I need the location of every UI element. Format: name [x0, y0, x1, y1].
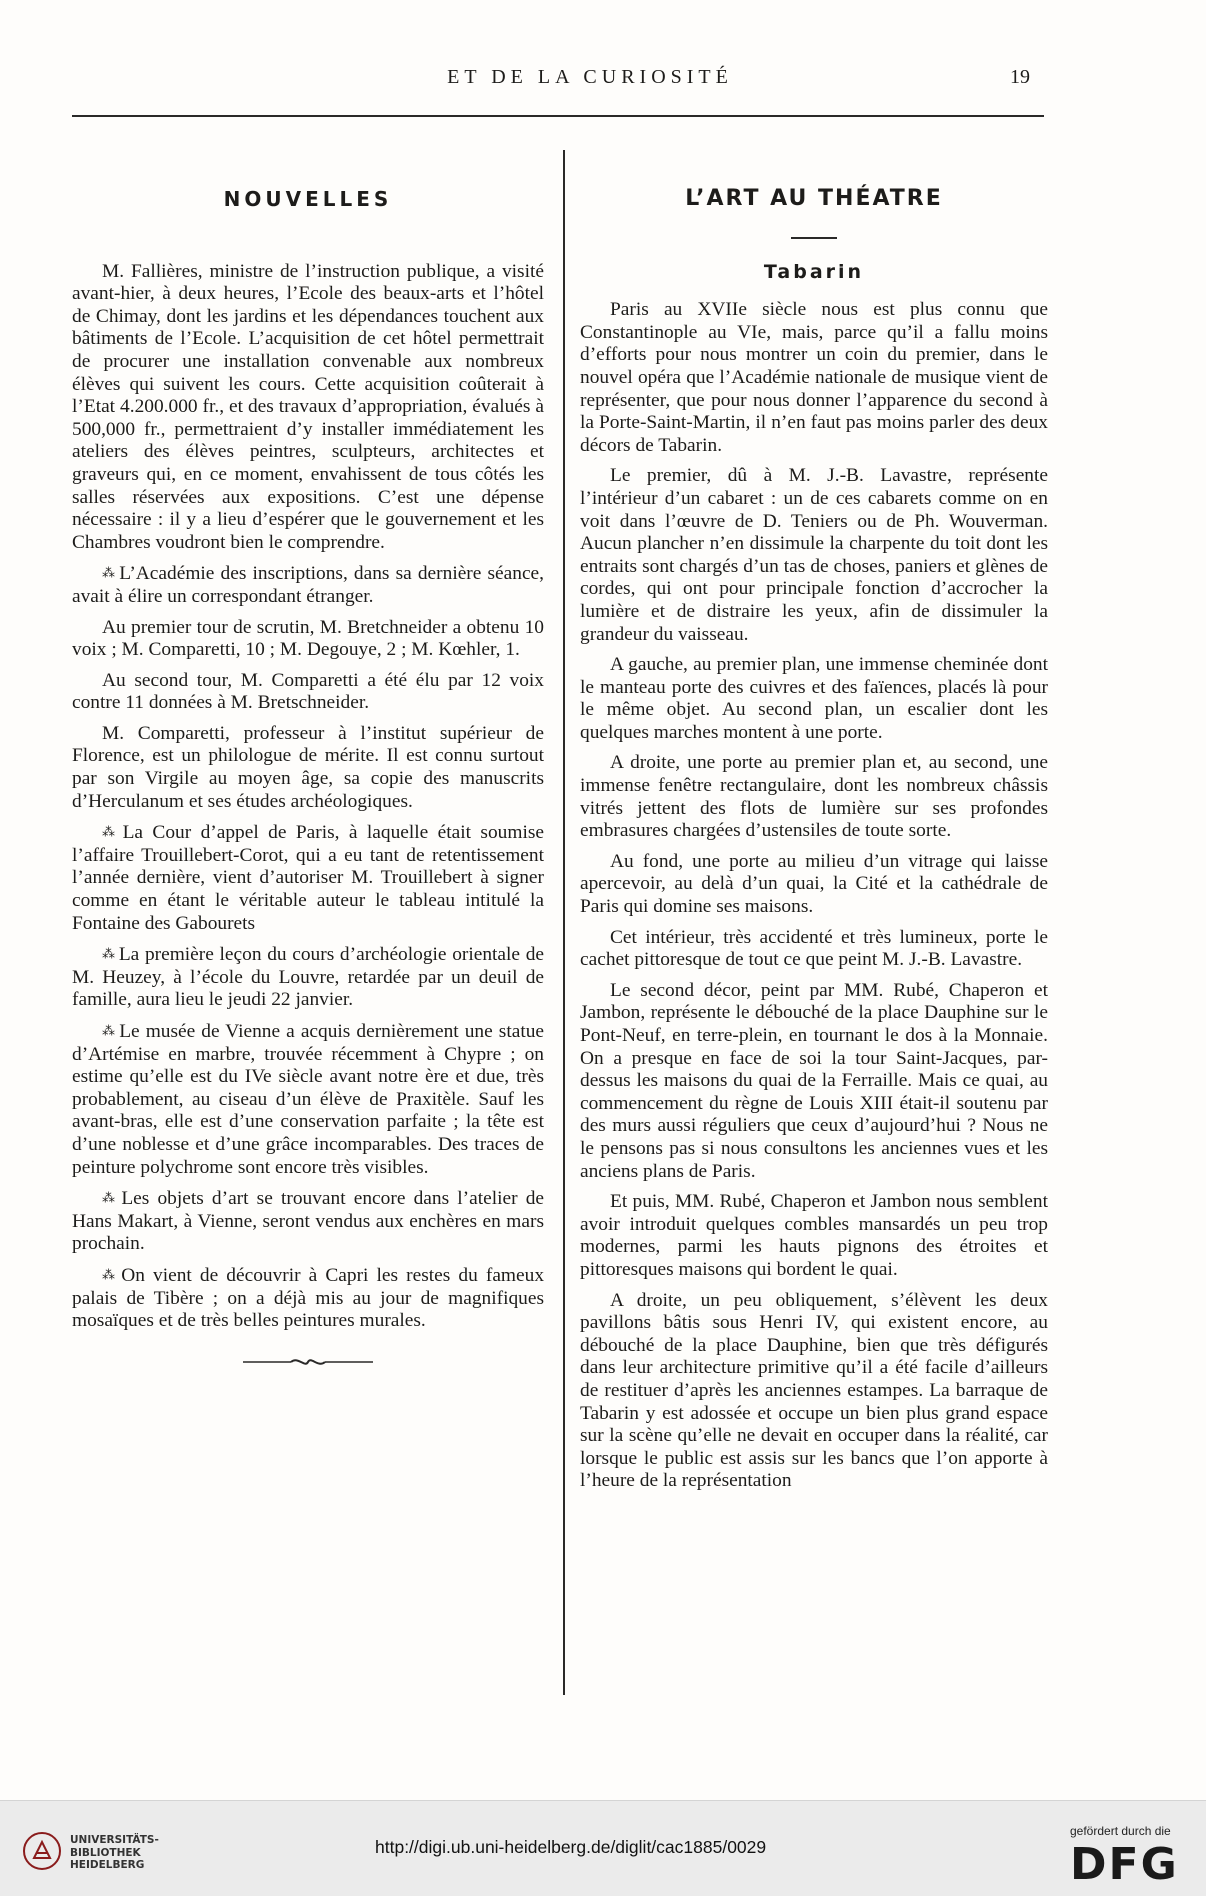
digitization-footer: [0, 1800, 1206, 1896]
news-item: M. Fallières, ministre de l’instruction publique, a visité avant-hier, à deux heures, l’Ecole des beaux-arts et l’hôtel de Chimay, dont les jardins et les dépendances touchent aux bâtiments de l’Ecole. L’acquisition de cet hôtel permettrait de procurer une installation convenable aux nombreux élèves qui suivent les cours. Cette acquisition coûterait à l’Etat 4.200.000 fr., et des travaux d’appropriation, évalués à 500,000 fr., permettraient d’y installer immédiatement les ateliers des élèves peintres, sculpteurs, architectes et graveurs qui, en ce moment, envahissent de tous côtés les salles réservées aux expositions. C’est une dépense nécessaire : il y a lieu d’espérer que le gouvernement et les Chambres voudront bien le comprendre.: [72, 260, 544, 553]
asterism-icon: ⁂: [102, 1190, 118, 1206]
news-item: Au second tour, M. Comparetti a été élu par 12 voix contre 11 données à M. Bretschneider.: [72, 669, 544, 714]
end-ornament-icon: [243, 1355, 373, 1369]
article-paragraph: Le second décor, peint par MM. Rubé, Chaperon et Jambon, représente le débouché de la place Dauphine sur le Pont-Neuf, en terre-plein, en tournant le dos à la Monnaie. On a presque en face de soi la tour Saint-Jacques, par-dessus les maisons du quai de la Ferraille. Mais ce quai, au commencement du règne de Louis XIII était-il soutenu par des murs aussi réguliers que ceux d’aujourd’hui ? Nous ne le pensons pas si nous consultons les anciennes vues et les anciens plans de Paris.: [580, 979, 1048, 1182]
news-item: Au premier tour de scrutin, M. Bretchneider a obtenu 10 voix ; M. Comparetti, 10 ; M. Degouye, 2 ; M. Kœhler, 1.: [72, 616, 544, 661]
news-item: ⁂ La première leçon du cours d’archéologie orientale de M. Heuzey, à l’école du Louvre, retardée par un deuil de famille, aura lieu le jeudi 22 janvier.: [72, 944, 545, 1011]
dfg-logo: DFG: [1070, 1839, 1179, 1890]
news-item: ⁂ La Cour d’appel de Paris, à laquelle était soumise l’affaire Trouillebert-Corot, qui a eu tant de retentissement l’année dernière, vient d’autoriser M. Trouillebert à signer comme en étant le véritable auteur le tableau intitulé la Fontaine des Gabourets: [72, 822, 544, 934]
running-head: [0, 66, 1206, 96]
article-paragraph: Au fond, une porte au milieu d’un vitrage qui laisse apercevoir, au delà d’un quai, la Cité et la cathédrale de Paris qui domine ses maisons.: [580, 850, 1048, 918]
news-item: ⁂ L’Académie des inscriptions, dans sa dernière séance, avait à élire un correspondant étranger.: [72, 563, 545, 607]
running-title: ET DE LA CURIOSITÉ: [447, 66, 733, 88]
header-rule: [72, 115, 1044, 117]
asterism-icon: ⁂: [102, 824, 119, 840]
university-library-logo-icon: [22, 1831, 62, 1871]
asterism-icon: ⁂: [102, 565, 116, 581]
asterism-icon: ⁂: [102, 1266, 118, 1282]
section-heading-art-au-theatre: L’ART AU THÉATRE: [685, 186, 943, 211]
institution-name: UNIVERSITÄTS- BIBLIOTHEK HEIDELBERG: [70, 1834, 159, 1871]
article-paragraph: A droite, une porte au premier plan et, au second, une immense fenêtre rectangulaire, dont les nombreux châssis vitrés jettent des flots de lumière sur ses profondes embrasures chargées d’ustensiles de toute sorte.: [580, 752, 1048, 842]
article-paragraph: Paris au XVIIe siècle nous est plus connu que Constantinople au VIe, mais, parce qu’il a fallu moins d’efforts pour nous montrer un coin du premier, dans le nouvel opéra que l’Académie nationale de musique vient de représenter, que pour nous donner l’apparence du second à la Porte-Saint-Martin, il n’en faut pas moins parler des deux décors de Tabarin.: [580, 299, 1048, 456]
article-paragraph: A gauche, au premier plan, une immense cheminée dont le manteau porte des cuivres et des faïences, placés là pour le même objet. Au second plan, un escalier dont les quelques marches montent à une porte.: [580, 654, 1048, 743]
news-item: ⁂ Les objets d’art se trouvant encore dans l’atelier de Hans Makart, à Vienne, seront vendus aux enchères en mars prochain.: [72, 1188, 544, 1255]
page-number: 19: [1010, 66, 1030, 88]
news-item: ⁂ On vient de découvrir à Capri les restes du fameux palais de Tibère ; on a déjà mis au jour de magnifiques mosaïques et de très belles peintures murales.: [72, 1264, 545, 1332]
heading-rule: [791, 237, 837, 239]
permalink-url[interactable]: http://digi.ub.uni-heidelberg.de/diglit/cac1885/0029: [375, 1837, 767, 1857]
article-title: Tabarin: [763, 260, 865, 283]
left-column: [72, 180, 544, 1369]
article-paragraph: Et puis, MM. Rubé, Chaperon et Jambon nous semblent avoir introduit quelques combles mansardés un peu trop modernes, parmi les hauts pignons des étroites et pittoresques maisons qui bordent le quai.: [580, 1191, 1048, 1280]
news-item: ⁂ Le musée de Vienne a acquis dernièrement une statue d’Artémise en marbre, trouvée récemment à Chypre ; on estime qu’elle est du IVe siècle avant notre ère et due, très probablement, au ciseau d’un élève de Praxitèle. Sauf les avant-bras, elle est d’une conservation parfaite ; la tête est d’une noblesse et d’une grâce incomparables. Des traces de peinture polychrome sont encore très visibles.: [72, 1021, 545, 1178]
sponsor-text: gefördert durch die: [1070, 1824, 1171, 1838]
right-column: [580, 180, 1048, 1501]
asterism-icon: ⁂: [102, 946, 115, 962]
article-paragraph: A droite, un peu obliquement, s’élèvent les deux pavillons bâtis sous Henri IV, qui existent encore, au débouché de la place Dauphine, bien que très défigurés dans leur architecture primitive qu’il a été facile d’ailleurs de restituer d’après les anciennes estampes. La barraque de Tabarin y est adossée et occupe un bien plus grand espace sur la scène qu’elle ne devait en occuper dans la réalité, car lorsque le public est assis sur les bancs que l’on apporte à l’heure de la représentation: [580, 1289, 1048, 1492]
column-divider: [563, 150, 565, 1695]
news-item: M. Comparetti, professeur à l’institut supérieur de Florence, est un philologue de mérite. Il est connu surtout par son Virgile au moyen âge, sa copie des manuscrits d’Herculanum et ses études archéologiques.: [72, 722, 544, 812]
asterism-icon: ⁂: [102, 1023, 116, 1038]
article-paragraph: Le premier, dû à M. J.-B. Lavastre, représente l’intérieur d’un cabaret : un de ces cabarets comme on en voit dans l’œuvre de D. Teniers ou de Ph. Wouverman. Aucun plancher n’en dissimule la charpente du toit dont les entraits sont chargés d’un tas de choses, paniers et glènes de cordes, qui ont pour principale fonction d’accrocher la lumière et de distraire les yeux, afin de dissimuler la grandeur du vaisseau.: [580, 465, 1048, 645]
article-paragraph: Cet intérieur, très accidenté et très lumineux, porte le cachet pittoresque de tout ce que peint M. J.-B. Lavastre.: [580, 926, 1048, 971]
section-heading-nouvelles: NOUVELLES: [223, 187, 393, 211]
